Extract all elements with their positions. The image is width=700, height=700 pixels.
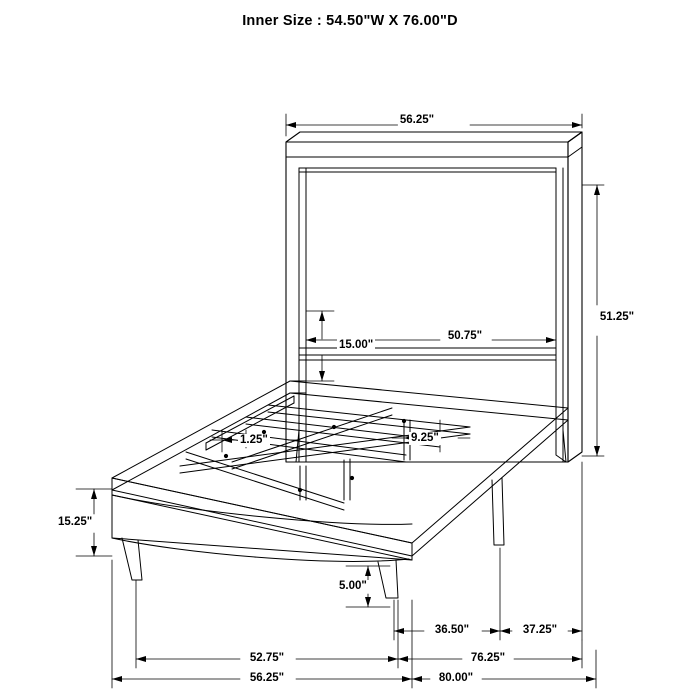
- page-title: Inner Size : 54.50"W X 76.00"D: [242, 13, 458, 29]
- dim-footboard-height: 15.25": [58, 516, 93, 528]
- footboard-outline: [112, 478, 504, 598]
- headboard-outline: [286, 132, 582, 462]
- dim-headboard-inner-width: 50.75": [447, 330, 483, 342]
- dim-overall-depth: 80.00": [438, 672, 474, 684]
- dim-slat-thickness: 1.25": [240, 434, 268, 446]
- dim-footboard-outer-width: 56.25": [249, 672, 285, 684]
- dim-leg-offset-rear: 37.25": [522, 624, 558, 636]
- dim-footboard-inner-width: 52.75": [249, 652, 285, 664]
- dim-headboard-height: 51.25": [599, 311, 635, 323]
- dim-headboard-width: 56.25": [399, 114, 435, 126]
- dim-floor-clearance: 5.00": [339, 580, 367, 592]
- dim-side-depth: 76.25": [470, 652, 506, 664]
- dimension-lines: [76, 114, 604, 688]
- bed-frame-deck: [112, 381, 568, 556]
- dim-slat-gap: 9.25": [411, 432, 439, 444]
- dim-leg-offset-front: 36.50": [434, 624, 470, 636]
- dim-slat-clearance-height: 15.00": [339, 339, 374, 351]
